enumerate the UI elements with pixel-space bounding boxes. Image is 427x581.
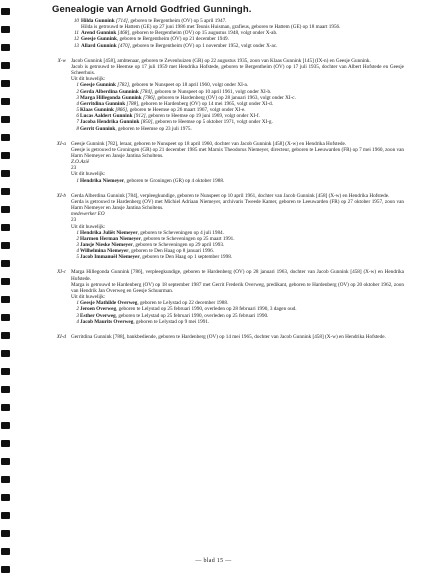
child-item: 6 Lucas Aaldert Gunnink [912], geboren te Heemse op 19 juni 1969, volgt onder XI-f. — [76, 113, 260, 120]
entry-label: XI-d — [56, 333, 66, 340]
child-item: 4 Gerritdina Gunnink [788], geboren te Hardenberg (OV) op 14 mei 1965, volgt onder XI-d. — [76, 100, 273, 107]
entry-label: XI-a — [56, 140, 66, 147]
entry-marriage: Gerda is getrouwd te Hardenberg (OV) met Michiel Adriaan Niemeyer, archivaris Tweede Kamer, geboren te Leeuwarden (FR) op 27 oktober 1957, zoon van Harm Niemeyer en Jansje Jantina Scholtens. — [71, 198, 404, 212]
child-item: 11 Arend Gunnink [468], geboren te Bergentheim (OV) op 15 augustus 1948, volgt onder X-ab. — [74, 30, 278, 37]
child-item: 5 Jacob Immanuël Niemeyer, geboren te Den Haag op 1 september 1998. — [76, 254, 233, 261]
genealogy-entry — [36, 269, 404, 324]
entry-label: XI-c — [57, 269, 66, 276]
entry-note: medewerker EO — [71, 211, 105, 218]
child-item: 1 Geesje Mathilde Overweg, geboren te Lelystad op 22 december 1988. — [76, 300, 229, 307]
child-item: 2 Gerda Alberdina Gunnink [784], geboren te Nunspeet op 10 april 1961, volgt onder XI-b. — [76, 88, 272, 95]
child-item: 12 Geesje Gunnink, geboren te Bergentheim (OV) op 21 december 1949. — [73, 36, 229, 43]
child-item: 4 Jacob Maurits Overweg, geboren te Lelystad op 9 mei 1991. — [76, 318, 210, 325]
page-header: Genealogie van Arnold Godfried Gunningh. — [52, 4, 252, 15]
child-item: 8 Gerrit Gunnink, geboren te Heemse op 23 juli 1975. — [76, 125, 192, 132]
child-item: 10 Hilda Gunnink [714], geboren te Bergentheim (OV) op 5 april 1947. — [73, 18, 227, 24]
child-item: 3 Marga Hillegonda Gunnink [786], geboren te Hardenberg (OV) op 28 januari 1963, volgt onder XI-c. — [76, 94, 296, 101]
document-body — [36, 18, 404, 340]
child-item: 2 Harmen Herman Niemeyer, geboren te Scheveningen op 25 maart 1991. — [76, 235, 235, 242]
entry-label: X-w — [57, 57, 66, 64]
child-item: 1 Hendrika Juliët Niemeyer, geboren te Scheveningen op 4 juli 1984. — [76, 229, 224, 236]
child-item: 5 Klaas Gunnink [866], geboren te Heemse op 26 maart 1967, volgt onder XI-e. — [76, 107, 246, 114]
entry-note: Z.O.Azië — [71, 159, 90, 166]
children-intro: Uit dit huwelijk: — [71, 223, 106, 230]
children-intro: Uit dit huwelijk: — [71, 171, 106, 178]
continued-children-list — [36, 18, 404, 49]
entry-intro: Marga Hillegonda Gunnink [786], verpleegkundige, geboren te Hardenberg (OV) op 28 januari 1963, dochter van Jacob Gunnink [458] (X-w) en Hendrika Hofstede. — [71, 269, 404, 282]
entry-note: 23 — [71, 165, 77, 172]
page-number: — blad 15 — — [195, 558, 232, 564]
binding-holes — [0, 0, 12, 581]
entry-intro: Jacob Gunnink [458], ambtenaar, geboren te Zevenhuizen (GR) op 22 augustus 1935, zoon van Klaas Gunnink [145] (IX-n) en Geesje Gunnink. — [71, 57, 371, 64]
child-item: 4 Wilhelmina Niemeyer, geboren te Den Haag op 8 januari 1996. — [76, 248, 215, 255]
child-item: 3 Esther Overweg, geboren te Lelystad op 25 februari 1990, overleden op 25 februari 1990. — [76, 312, 269, 319]
genealogy-entry — [36, 58, 404, 132]
child-item: 2 Jeroen Overweg, geboren te Lelystad op 25 februari 1990, overleden op 28 februari 1990, 3 dagen oud. — [76, 306, 297, 313]
entry-marriage: Jacob is getrouwd te Heemse op 17 juli 1959 met Hendrika Hofstede, geboren te Bergentheim (OV) op 17 juli 1935, dochter van Albert Hofstede en Geesje Scheerhuis. — [71, 63, 404, 77]
child-marriage-note: Hilda is getrouwd te Hattem (GE) op 27 juni 1986 met Teunis Huisman, grafieus, geboren te Hattem (GE) op 18 maart 1956. — [81, 24, 341, 31]
children-intro: Uit dit huwelijk: — [71, 294, 106, 301]
genealogy-entry — [36, 193, 404, 261]
entry-intro: Geesje Gunnink [782], leraar, geboren te Nunspeet op 18 april 1960, dochter van Jacob Gunnink [458] (X-w) en Hendrika Hofstede. — [71, 140, 347, 147]
children-intro: Uit dit huwelijk: — [71, 76, 106, 83]
entry-marriage: Geesje is getrouwd te Groningen (GR) op 21 december 1985 met Marnix Theodorus Niemeyer, directeur, geboren te Leeuwarden (FR) op 7 mei 1960, zoon van Harm Niemeyer en Jansje Jantina Scholtens. — [71, 146, 404, 159]
child-item: 3 Jansje Nieske Niemeyer, geboren te Scheveningen op 29 april 1993. — [76, 242, 225, 248]
entry-note: 23 — [71, 217, 77, 224]
child-item: 1 Hendrika Niemeyer, geboren te Groningen (GR) op 4 oktober 1988. — [76, 177, 225, 184]
genealogy-entry — [36, 334, 404, 340]
entry-intro: Gerda Alberdina Gunnink [784], verpleegkundige, geboren te Nunspeet op 10 april 1961, dochter van Jacob Gunnink [458] (X-w) en Hendrika Hofstede. — [71, 192, 390, 199]
entry-intro: Gerritdina Gunnink [788], bankbediende, geboren te Hardenberg (OV) op 14 mei 1965, dochter van Jacob Gunnink [458] (X-w) en Hendrika Hofstede. — [71, 333, 386, 340]
entry-marriage: Marga is getrouwd te Hardenberg (OV) op 18 september 1987 met Gerrit Frederik Overweg, predikant, geboren te Hardenberg (OV) op 20 oktober 1962, zoon van Hendrik Jan Overweg en Geesje Schuurman. — [71, 281, 404, 294]
child-item: 13 Allard Gunnink [470], geboren te Bergentheim (OV) op 1 november 1952, volgt onder X-ac. — [73, 42, 278, 49]
entry-label: XI-b — [56, 192, 66, 199]
child-item: 1 Geesje Gunnink [782], geboren te Nunspeet op 18 april 1960, volgt onder XI-a. — [76, 82, 249, 89]
child-item: 7 Jacoba Hendrika Gunnink [850], geboren te Heemse op 5 oktober 1971, volgt onder XI-g. — [76, 119, 273, 126]
genealogy-entry — [36, 141, 404, 184]
